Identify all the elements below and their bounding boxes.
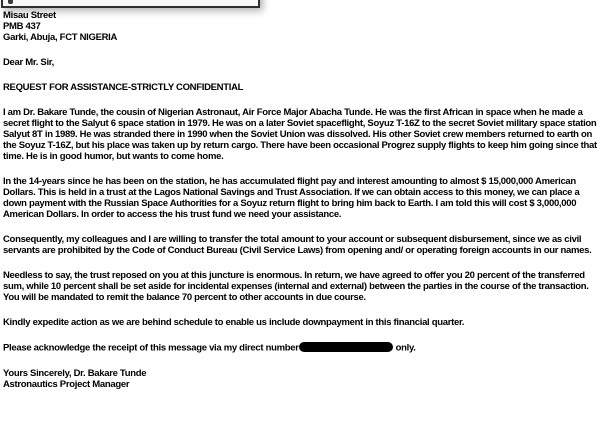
address-line-city: Garki, Abuja, FCT NIGERIA	[3, 32, 118, 43]
letter-paragraph: Consequently, my colleagues and I are willing to transfer the total amount to your account or subsequent disbursement, since we as civil servants are prohibited by the Code of Conduct Bureau (Civil Service Laws) from opening and/ or operating foreign accounts in our names.	[3, 234, 592, 256]
redacted-phone-number	[299, 342, 393, 352]
acknowledge-text-pre: Please acknowledge the receipt of this message via my direct number	[3, 342, 299, 354]
closing-line-title: Astronautics Project Manager	[3, 378, 130, 390]
acknowledge-text-post: only.	[395, 342, 416, 354]
letter-paragraph: I am Dr. Bakare Tunde, the cousin of Nigerian Astronaut, Air Force Major Abacha Tunde. He was the first African in space when he made a secret flight to the Salyut 6 space station in 1979. He was on a later Soviet spaceflight, Soyuz T-16Z to the secret Soviet military space station Salyut 8T in 1989. He was stranded there in 1990 when the Soviet Union was dissolved. His other Soviet crew members returned to earth on the Soyuz T-16Z, but his place was taken up by return cargo. There have been occasional Progrez supply flights to keep him going since that time. He is in good humor, but wants to come home.	[3, 107, 597, 162]
closing-line-sincerely: Yours Sincerely, Dr. Bakare Tunde	[3, 367, 147, 379]
cutoff-input-box[interactable]	[1, 0, 260, 8]
subject-line: REQUEST FOR ASSISTANCE-STRICTLY CONFIDENTIAL	[3, 82, 244, 93]
acknowledge-paragraph	[3, 342, 598, 354]
salutation: Dear Mr. Sir,	[3, 57, 55, 68]
address-line-pmb: PMB 437	[3, 21, 41, 32]
sender-address	[3, 10, 598, 43]
letter-paragraph: Needless to say, the trust reposed on you at this juncture is enormous. In return, we have agreed to offer you 20 percent of the transferred sum, while 10 percent shall be set aside for incidental expenses (internal and external) between the parties in the course of the transaction. You will be mandated to remit the balance 70 percent to other accounts in due course.	[3, 270, 589, 303]
closing-signature	[3, 368, 598, 390]
letter-paragraph: In the 14-years since he has been on the station, he has accumulated flight pay and interest amounting to almost $ 15,000,000 American Dollars. This is held in a trust at the Lagos National Savings and Trust Association. If we can obtain access to this money, we can place a down payment with the Russian Space Authorities for a Soyuz return flight to bring him back to Earth. I am told this will cost $ 3,000,000 American Dollars. In order to access the his trust fund we need your assistance.	[3, 176, 580, 220]
address-line-street: Misau Street	[3, 10, 56, 21]
cutoff-text-remnant	[8, 0, 13, 4]
letter-body	[3, 107, 598, 328]
letter-paragraph: Kindly expedite action as we are behind schedule to enable us include downpayment in this financial quarter.	[3, 317, 465, 328]
letter-page	[3, 9, 598, 404]
